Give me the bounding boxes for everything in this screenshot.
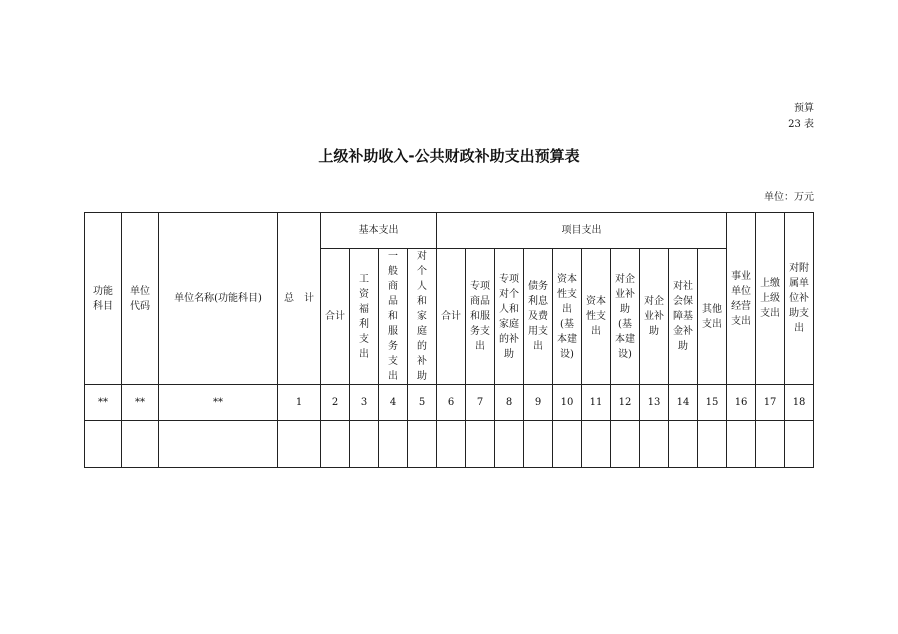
empty-cell <box>278 421 321 468</box>
empty-cell <box>85 421 122 468</box>
index-row <box>85 385 814 421</box>
form-number-line2: 23 表 <box>788 119 814 130</box>
index-cell: 6 <box>437 385 466 421</box>
header-special-indiv: 专项对个人和家庭的补助 <box>495 249 524 385</box>
header-total: 总 计 <box>278 213 321 385</box>
index-cell: 10 <box>553 385 582 421</box>
empty-cell <box>727 421 756 468</box>
empty-cell <box>756 421 785 468</box>
header-wage: 工资福利支出 <box>350 249 379 385</box>
empty-cell <box>379 421 408 468</box>
index-cell: 1 <box>278 385 321 421</box>
empty-cell <box>640 421 669 468</box>
index-cell: 12 <box>611 385 640 421</box>
page-title: 上级补助收入-公共财政补助支出预算表 <box>318 147 580 165</box>
header-upper: 上缴上级支出 <box>756 213 785 385</box>
index-cell: 11 <box>582 385 611 421</box>
index-cell: 18 <box>785 385 814 421</box>
index-cell: 14 <box>669 385 698 421</box>
empty-cell <box>524 421 553 468</box>
empty-cell <box>495 421 524 468</box>
empty-cell <box>159 421 278 468</box>
header-indiv1: 对个人和家庭的补助 <box>408 249 437 385</box>
header-project-group: 项目支出 <box>437 213 727 249</box>
index-cell: 2 <box>321 385 350 421</box>
index-cell: ** <box>122 385 159 421</box>
empty-cell <box>466 421 495 468</box>
index-cell: 16 <box>727 385 756 421</box>
header-debt: 债务利息及费用支出 <box>524 249 553 385</box>
index-cell: 3 <box>350 385 379 421</box>
empty-cell <box>321 421 350 468</box>
empty-cell <box>669 421 698 468</box>
header-proj-sum: 合计 <box>437 249 466 385</box>
header-special-goods: 专项商品和服务支出 <box>466 249 495 385</box>
index-cell: 9 <box>524 385 553 421</box>
header-basic-sum: 合计 <box>321 249 350 385</box>
header-enterprise: 对企业补助 <box>640 249 669 385</box>
header-capital-basic: 资本性支出(基本建设) <box>553 249 582 385</box>
header-social-fund: 对社会保障基金补助 <box>669 249 698 385</box>
empty-cell <box>553 421 582 468</box>
budget-table <box>84 212 814 468</box>
index-cell: 8 <box>495 385 524 421</box>
index-cell: 17 <box>756 385 785 421</box>
form-number-line1: 预算 <box>794 103 814 114</box>
index-cell: ** <box>85 385 122 421</box>
header-business: 事业单位经营支出 <box>727 213 756 385</box>
empty-cell <box>437 421 466 468</box>
index-cell: 7 <box>466 385 495 421</box>
index-cell: 5 <box>408 385 437 421</box>
empty-cell <box>698 421 727 468</box>
header-subordinate: 对附属单位补助支出 <box>785 213 814 385</box>
header-enterprise-basic: 对企业补助(基本建设) <box>611 249 640 385</box>
header-unit-name: 单位名称(功能科目) <box>159 213 278 385</box>
header-basic-group: 基本支出 <box>321 213 437 249</box>
index-cell: 13 <box>640 385 669 421</box>
form-number <box>788 101 814 133</box>
header-row-1 <box>85 213 814 249</box>
empty-cell <box>582 421 611 468</box>
empty-data-row <box>85 421 814 468</box>
empty-cell <box>611 421 640 468</box>
header-other: 其他支出 <box>698 249 727 385</box>
header-capital: 资本性支出 <box>582 249 611 385</box>
index-cell: 4 <box>379 385 408 421</box>
empty-cell <box>122 421 159 468</box>
header-unit-code: 单位代码 <box>122 213 159 385</box>
empty-cell <box>785 421 814 468</box>
header-func-code: 功能科目 <box>85 213 122 385</box>
index-cell: ** <box>159 385 278 421</box>
empty-cell <box>408 421 437 468</box>
header-goods: 一般商品和服务支出 <box>379 249 408 385</box>
empty-cell <box>350 421 379 468</box>
index-cell: 15 <box>698 385 727 421</box>
unit-label: 单位：万元 <box>764 192 814 203</box>
